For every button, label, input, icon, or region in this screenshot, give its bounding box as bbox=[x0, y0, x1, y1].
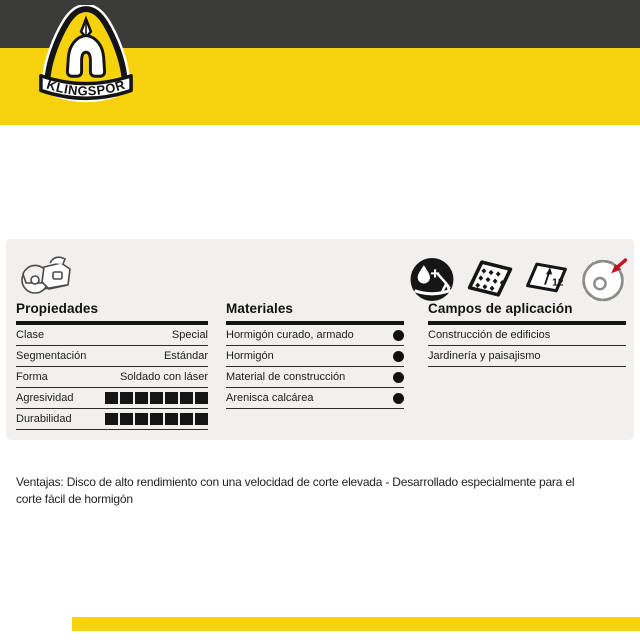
column-title: Propiedades bbox=[16, 301, 99, 316]
material-dot bbox=[393, 393, 404, 404]
column-materiales bbox=[226, 301, 404, 409]
column-campos-aplicacion bbox=[428, 301, 626, 367]
rating-square bbox=[195, 413, 208, 425]
rating-square bbox=[180, 413, 193, 425]
table-row bbox=[16, 409, 208, 430]
row-label: Clase bbox=[16, 329, 45, 341]
table-row bbox=[428, 325, 626, 346]
row-value: Soldado con láser bbox=[119, 371, 208, 383]
rating-square bbox=[165, 413, 178, 425]
rating-square bbox=[105, 392, 118, 404]
table-row bbox=[226, 367, 404, 388]
footer-yellow-bar bbox=[72, 617, 640, 631]
table-row bbox=[16, 388, 208, 409]
rating-square bbox=[195, 392, 208, 404]
column-title: Materiales bbox=[226, 301, 294, 316]
row-label: Segmentación bbox=[16, 350, 87, 362]
table-row bbox=[226, 325, 404, 346]
row-value: Estándar bbox=[163, 350, 208, 362]
table-row bbox=[16, 367, 208, 388]
row-label: Durabilidad bbox=[16, 413, 72, 425]
table-row bbox=[428, 346, 626, 367]
row-label: Hormigón bbox=[226, 350, 274, 362]
rating-square bbox=[165, 392, 178, 404]
material-dot bbox=[393, 330, 404, 341]
row-label: Arenisca calcárea bbox=[226, 392, 314, 404]
row-label: Material de construcción bbox=[226, 371, 346, 383]
material-dot bbox=[393, 351, 404, 362]
rating-square bbox=[105, 413, 118, 425]
table-row bbox=[226, 388, 404, 409]
rating-square bbox=[135, 413, 148, 425]
cutting-depth-icon bbox=[521, 256, 571, 303]
table-row bbox=[226, 346, 404, 367]
logo-wordmark: KLINGSPOR bbox=[44, 76, 128, 99]
pictogram-row bbox=[407, 256, 628, 303]
rating-square bbox=[120, 392, 133, 404]
klingspor-logo bbox=[37, 5, 135, 123]
advantages-text: Ventajas: Disco de alto rendimiento con una velocidad de corte elevada - Desarrollado especialmente para el corte fácil de hormigón bbox=[16, 475, 575, 506]
table-row bbox=[16, 346, 208, 367]
row-label: Agresividad bbox=[16, 392, 74, 404]
disc-rotation-icon bbox=[578, 256, 628, 303]
row-label: Jardinería y paisajismo bbox=[428, 350, 541, 362]
mesh-material-icon bbox=[464, 256, 514, 303]
rating-square bbox=[120, 413, 133, 425]
row-value: Special bbox=[171, 329, 208, 341]
material-dot bbox=[393, 372, 404, 383]
row-label: Hormigón curado, armado bbox=[226, 329, 354, 341]
row-label: Forma bbox=[16, 371, 48, 383]
cutting-depth-badge: 12 bbox=[552, 277, 564, 289]
column-propiedades bbox=[16, 301, 208, 430]
row-label: Construcción de edificios bbox=[428, 329, 551, 341]
rating-square bbox=[180, 392, 193, 404]
column-title: Campos de aplicación bbox=[428, 301, 573, 316]
wet-dry-cutting-icon bbox=[407, 256, 457, 303]
rating-square bbox=[135, 392, 148, 404]
power-cutter-icon bbox=[20, 252, 74, 299]
rating-square bbox=[150, 392, 163, 404]
rating-squares bbox=[103, 392, 208, 404]
rating-squares bbox=[103, 413, 208, 425]
rating-square bbox=[150, 413, 163, 425]
table-row bbox=[16, 325, 208, 346]
product-info-panel bbox=[6, 239, 634, 440]
